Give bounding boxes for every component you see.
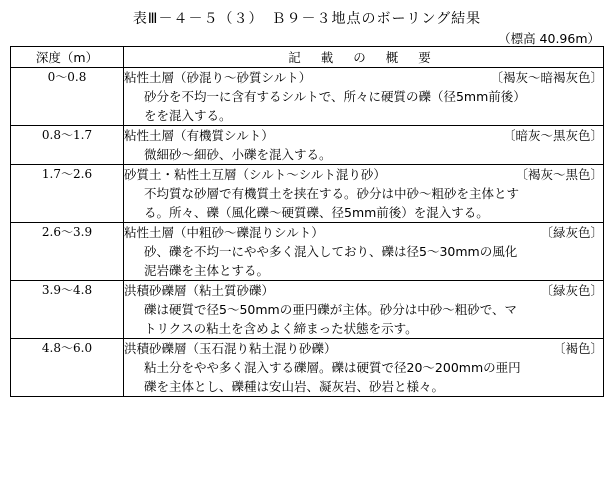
- description-line: をを混入する。: [144, 108, 232, 123]
- table-row: [11, 339, 604, 397]
- table-row: [11, 223, 604, 281]
- layer-color: 〔褐灰～黒色〕: [515, 167, 603, 182]
- elevation-note: （標高 40.96m）: [498, 31, 600, 46]
- boring-log-table: [10, 46, 604, 397]
- description-cell: [124, 223, 604, 281]
- description-cell: [124, 126, 604, 165]
- description-line: 礫は硬質で径5～50mmの亜円礫が主体。砂分は中砂～粗砂で、マ: [144, 302, 517, 317]
- layer-color: 〔褐色〕: [552, 341, 603, 356]
- layer-name: 洪積砂礫層（粘土質砂礫）: [124, 283, 275, 298]
- description-header: 記 載 の 概 要: [124, 47, 604, 68]
- layer-color: 〔暗灰～黒灰色〕: [502, 128, 603, 143]
- layer-name: 粘性土層（中粗砂～礫混りシルト）: [124, 225, 324, 240]
- layer-name: 粘性土層（有機質シルト）: [124, 128, 274, 143]
- description-line: 微細砂～細砂、小礫を混入する。: [144, 147, 332, 162]
- layer-color: 〔褐灰～暗褐灰色〕: [490, 70, 603, 85]
- table-row: [11, 165, 604, 223]
- layer-name: 洪積砂礫層（玉石混り粘土混り砂礫）: [124, 341, 337, 356]
- description-line: 不均質な砂層で有機質土を挟在する。砂分は中砂～粗砂を主体とす: [144, 186, 520, 201]
- table-row: [11, 68, 604, 126]
- description-line: る。所々、礫（風化礫～硬質礫、径5mm前後）を混入する。: [144, 205, 489, 220]
- header-row: [11, 47, 604, 68]
- table-row: [11, 281, 604, 339]
- depth-cell: 1.7～2.6: [11, 165, 124, 223]
- layer-name: 粘性土層（砂混り～砂質シルト）: [124, 70, 312, 85]
- table-row: [11, 126, 604, 165]
- layer-color: 〔緑灰色〕: [540, 225, 603, 240]
- table-title: 表Ⅲ－４－５（３） Ｂ９－３地点のボーリング結果: [132, 11, 482, 27]
- description-line: 粘土分をやや多く混入する礫層。礫は硬質で径20～200mmの亜円: [144, 360, 521, 375]
- description-cell: [124, 68, 604, 126]
- description-line: 泥岩礫を主体とする。: [144, 263, 270, 278]
- description-cell: [124, 165, 604, 223]
- description-line: 砂、礫を不均一にやや多く混入しており、礫は径5～30mmの風化: [144, 244, 518, 259]
- description-cell: [124, 339, 604, 397]
- depth-cell: 0.8～1.7: [11, 126, 124, 165]
- layer-color: 〔緑灰色〕: [540, 283, 603, 298]
- depth-cell: 0～0.8: [11, 68, 124, 126]
- description-line: 砂分を不均一に含有するシルトで、所々に硬質の礫（径5mm前後）: [144, 89, 526, 104]
- description-line: 礫を主体とし、礫種は安山岩、凝灰岩、砂岩と様々。: [144, 379, 445, 394]
- depth-cell: 3.9～4.8: [11, 281, 124, 339]
- description-cell: [124, 281, 604, 339]
- depth-header: 深度（m）: [11, 47, 124, 68]
- depth-cell: 2.6～3.9: [11, 223, 124, 281]
- depth-cell: 4.8～6.0: [11, 339, 124, 397]
- description-line: トリクスの粘土を含めよく締まった状態を示す。: [144, 321, 418, 336]
- layer-name: 砂質土・粘性土互層（シルト～シルト混り砂）: [124, 167, 386, 182]
